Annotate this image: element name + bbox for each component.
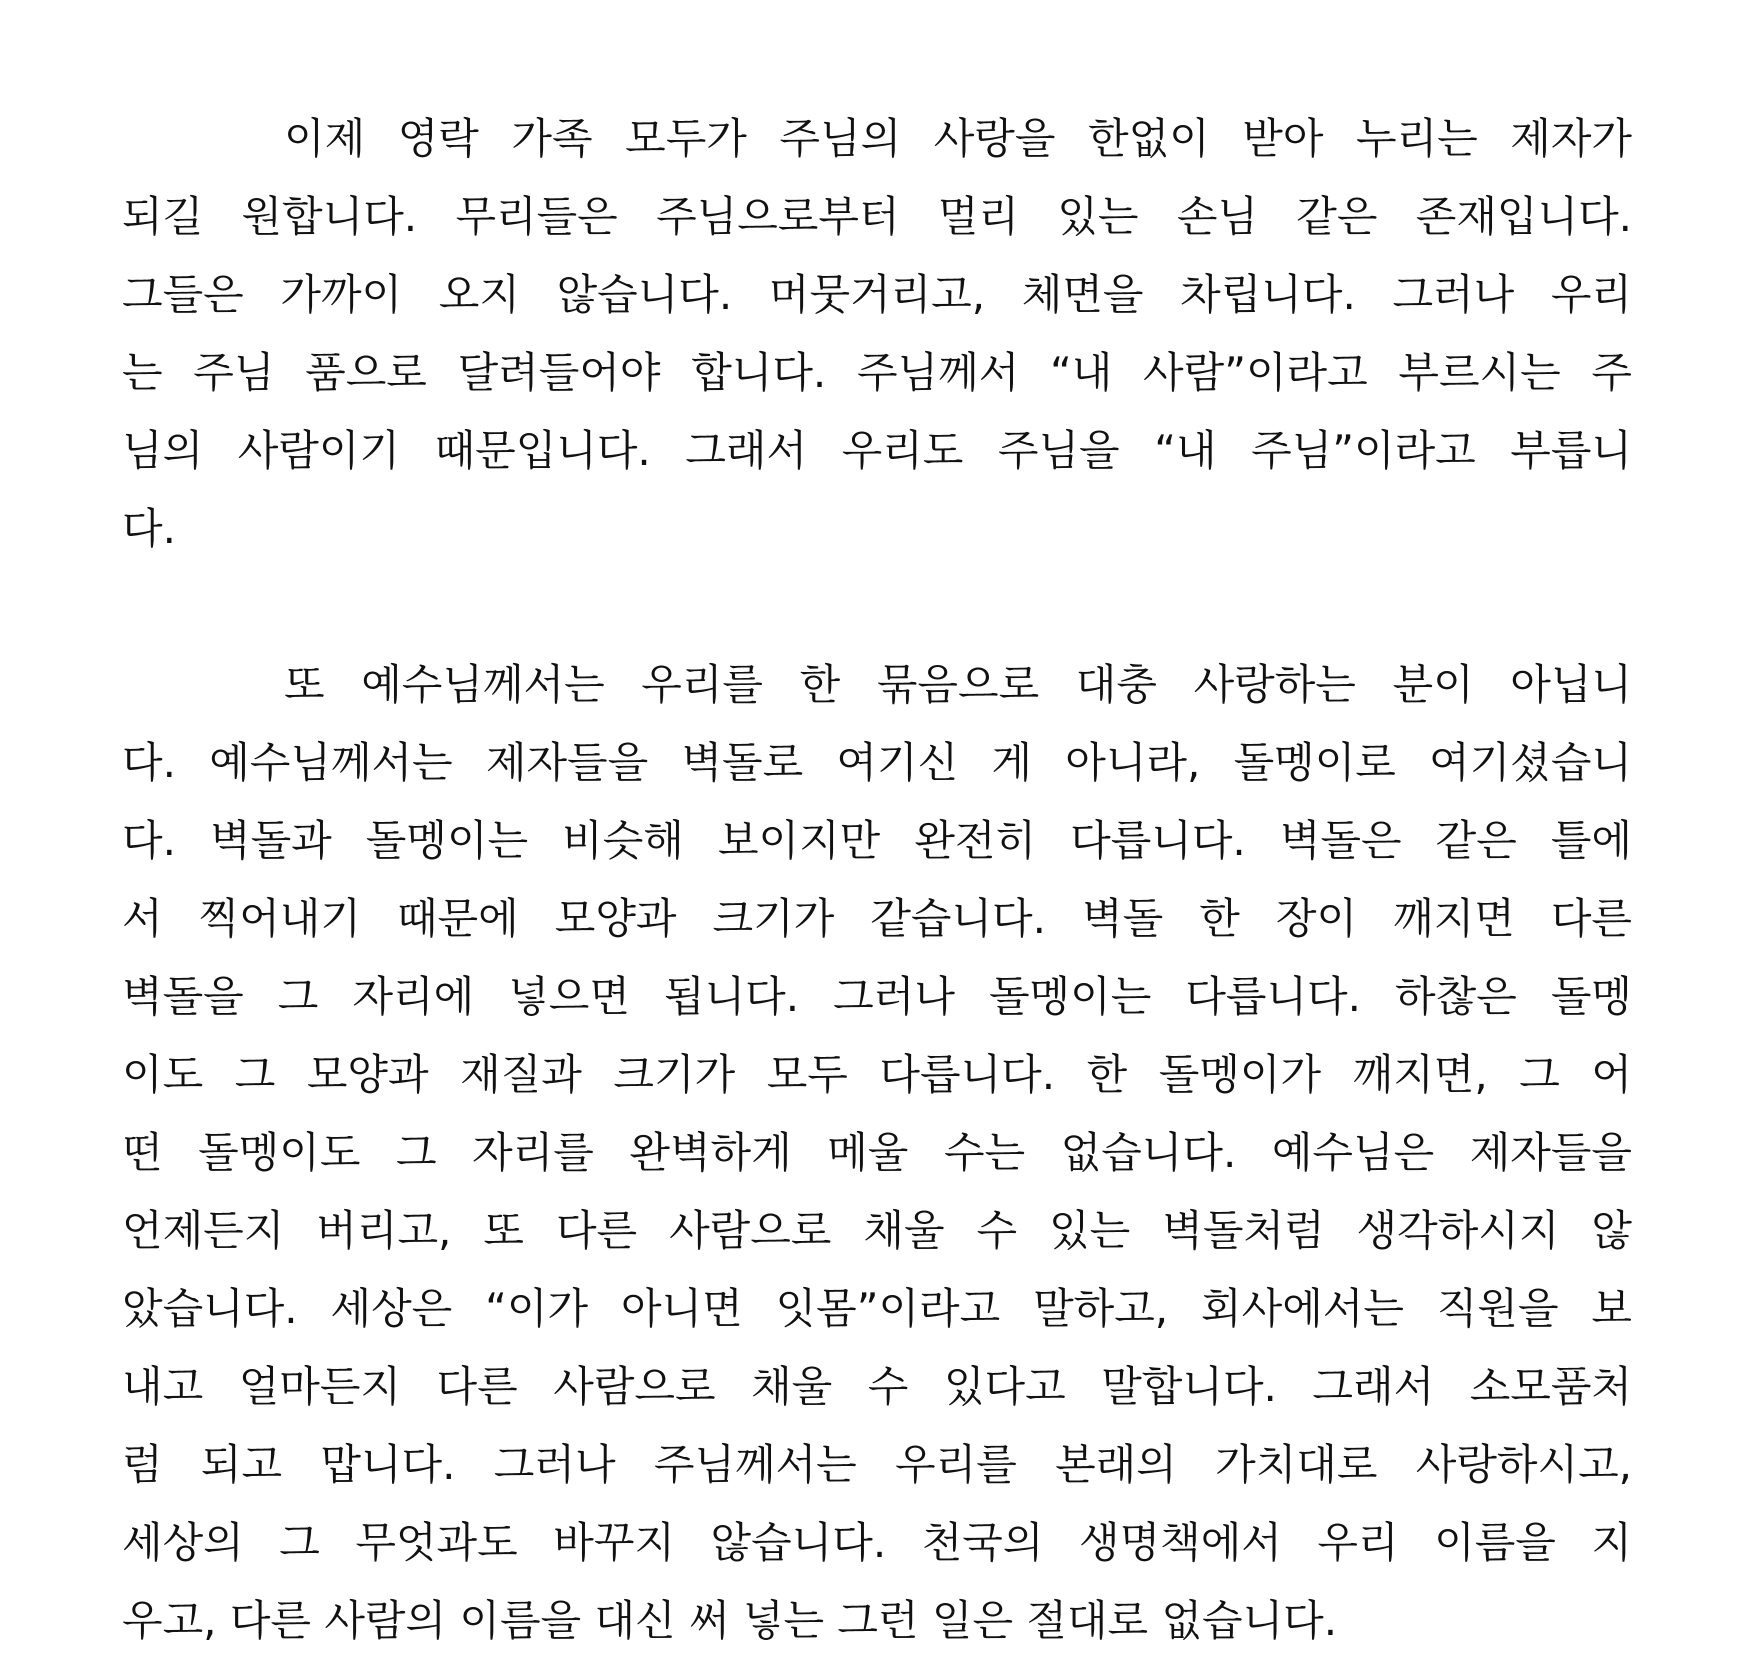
text-line: 벽돌을 그 자리에 넣으면 됩니다. 그러나 돌멩이는 다릅니다. 하찮은 돌멩: [122, 972, 1632, 1021]
text-line: 서 찍어내기 때문에 모양과 크기가 같습니다. 벽돌 한 장이 깨지면 다른: [122, 894, 1632, 943]
text-line: 언제든지 버리고, 또 다른 사람으로 채울 수 있는 벽돌처럼 생각하시지 않: [122, 1206, 1632, 1255]
paragraph-spacer: [122, 568, 1632, 646]
text-line: 우고, 다른 사람의 이름을 대신 써 넣는 그런 일은 절대로 없습니다.: [122, 1596, 1338, 1645]
text-line: 다.: [122, 504, 176, 553]
text-line: 또 예수님께서는 우리를 한 묶음으로 대충 사랑하는 분이 아닙니: [284, 660, 1632, 709]
text-line: 는 주님 품으로 달려들어야 합니다. 주님께서 “내 사람”이라고 부르시는 주: [122, 348, 1632, 397]
text-line: 다. 벽돌과 돌멩이는 비슷해 보이지만 완전히 다릅니다. 벽돌은 같은 틀에: [122, 816, 1632, 865]
text-line: 럼 되고 맙니다. 그러나 주님께서는 우리를 본래의 가치대로 사랑하시고,: [122, 1440, 1632, 1489]
text-line: 이제 영락 가족 모두가 주님의 사랑을 한없이 받아 누리는 제자가: [284, 114, 1632, 163]
paragraph-1: [122, 100, 1632, 568]
text-line: 떤 돌멩이도 그 자리를 완벽하게 메울 수는 없습니다. 예수님은 제자들을: [122, 1128, 1632, 1177]
text-line: 그들은 가까이 오지 않습니다. 머뭇거리고, 체면을 차립니다. 그러나 우리: [122, 270, 1632, 319]
text-line: 되길 원합니다. 무리들은 주님으로부터 멀리 있는 손님 같은 존재입니다.: [122, 192, 1632, 241]
document-page: [122, 100, 1632, 1660]
paragraph-2: [122, 646, 1632, 1660]
text-line: 았습니다. 세상은 “이가 아니면 잇몸”이라고 말하고, 회사에서는 직원을 보: [122, 1284, 1632, 1333]
text-line: 님의 사람이기 때문입니다. 그래서 우리도 주님을 “내 주님”이라고 부릅니: [122, 426, 1632, 475]
text-line: 내고 얼마든지 다른 사람으로 채울 수 있다고 말합니다. 그래서 소모품처: [122, 1362, 1632, 1411]
text-line: 다. 예수님께서는 제자들을 벽돌로 여기신 게 아니라, 돌멩이로 여기셨습니: [122, 738, 1632, 787]
text-line: 이도 그 모양과 재질과 크기가 모두 다릅니다. 한 돌멩이가 깨지면, 그 어: [122, 1050, 1632, 1099]
text-line: 세상의 그 무엇과도 바꾸지 않습니다. 천국의 생명책에서 우리 이름을 지: [122, 1518, 1632, 1567]
